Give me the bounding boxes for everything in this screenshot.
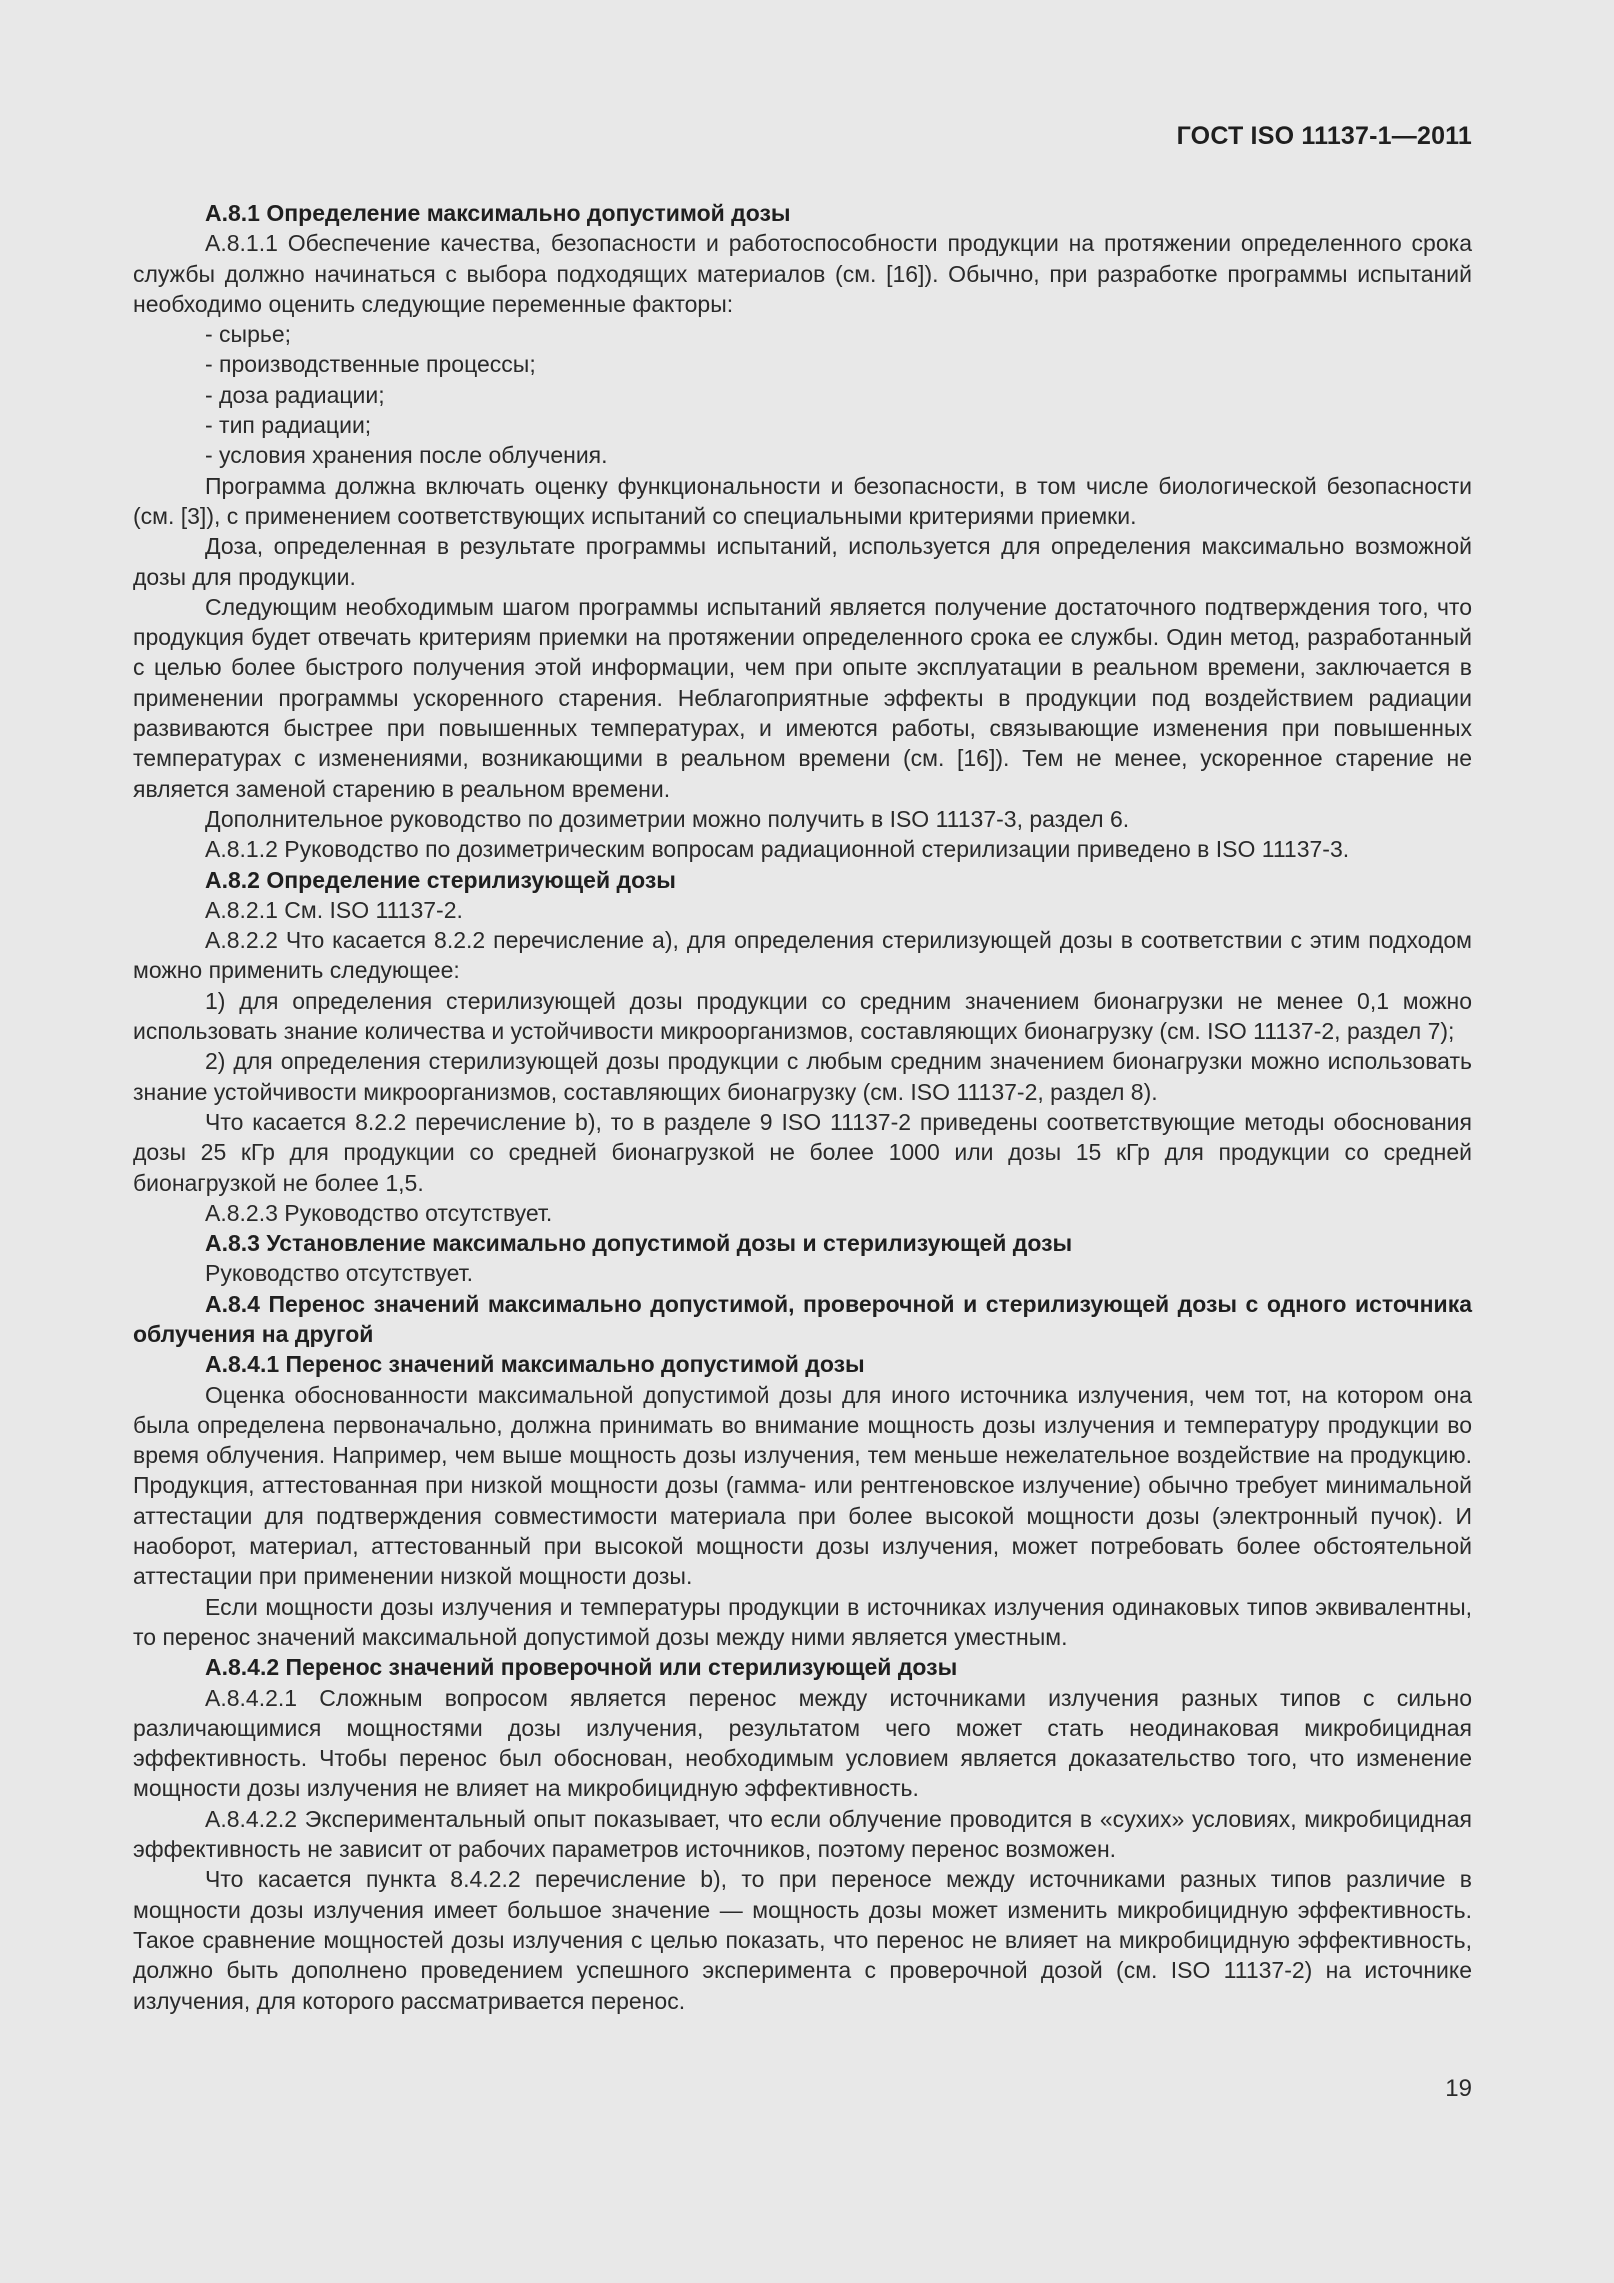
section-heading-a84: А.8.4 Перенос значений максимально допустимой, проверочной и стерилизующей дозы с одного источника облучения на другой: [133, 1290, 1472, 1347]
paragraph: Что касается пункта 8.4.2.2 перечисление b), то при переносе между источниками разных типов различие в мощности дозы излучения имеет большое значение — мощность дозы может изменить микробицидную эффективность. Такое сравнение мощностей дозы излучения с целью показать, что перенос не влияет на микробицидную эффективность, должно быть дополнено проведением успешного эксперимента с проверочной дозой (см. ISO 11137-2) на источнике излучения, для которого рассматривается перенос.: [133, 1866, 1472, 2014]
paragraph: Следующим необходимым шагом программы испытаний является получение достаточного подтверждения того, что продукция будет отвечать критериям приемки на протяжении определенного срока ее службы. Один метод, разработанный с целью более быстрого получения этой информации, чем при опыте эксплуатации в реальном времени, заключается в применении программы ускоренного старения. Неблагоприятные эффекты в продукции под воздействием радиации развиваются быстрее при повышенных температурах, и имеются работы, связывающие изменения при повышенных температурах с изменениями, возникающими в реальном времени (см. [16]). Тем не менее, ускоренное старение не является заменой старению в реальном времени.: [133, 593, 1472, 802]
document-body: [133, 198, 1472, 2016]
list-item: - условия хранения после облучения.: [205, 442, 608, 469]
paragraph: А.8.2.1 См. ISO 11137-2.: [205, 896, 463, 923]
paragraph: Если мощности дозы излучения и температуры продукции в источниках излучения одинаковых типов эквивалентны, то перенос значений максимальной допустимой дозы между ними является уместным.: [133, 1593, 1472, 1650]
paragraph: А.8.1.2 Руководство по дозиметрическим вопросам радиационной стерилизации приведено в ISO 11137-3.: [205, 836, 1350, 863]
section-heading-a82: А.8.2 Определение стерилизующей дозы: [205, 866, 676, 893]
section-heading-a81: А.8.1 Определение максимально допустимой дозы: [205, 200, 791, 226]
paragraph: А.8.2.2 Что касается 8.2.2 перечисление a), для определения стерилизующей дозы в соответствии с этим подходом можно применить следующее:: [133, 927, 1472, 984]
paragraph: Дополнительное руководство по дозиметрии можно получить в ISO 11137-3, раздел 6.: [205, 805, 1130, 832]
paragraph: А.8.4.2.1 Сложным вопросом является перенос между источниками излучения разных типов с сильно различающимися мощностями дозы излучения, результатом чего может стать неодинаковая микробицидная эффективность. Чтобы перенос был обоснован, необходимым условием является доказательство того, что изменение мощности дозы излучения не влияет на микробицидную эффективность.: [133, 1684, 1472, 1802]
paragraph: А.8.1.1 Обеспечение качества, безопасности и работоспособности продукции на протяжении определенного срока службы должно начинаться с выбора подходящих материалов (см. [16]). Обычно, при разработке программы испытаний необходимо оценить следующие переменные факторы:: [133, 230, 1472, 317]
list-item: - производственные процессы;: [205, 351, 536, 378]
list-item: - сырье;: [205, 321, 292, 348]
paragraph: А.8.2.3 Руководство отсутствует.: [205, 1199, 553, 1226]
subsection-heading-a842: А.8.4.2 Перенос значений проверочной или стерилизующей дозы: [205, 1654, 958, 1681]
paragraph: 2) для определения стерилизующей дозы продукции с любым средним значением бионагрузки можно использовать знание устойчивости микроорганизмов, составляющих бионагрузку (см. ISO 11137-2, раздел 8).: [133, 1048, 1472, 1105]
page-number: 19: [1445, 2075, 1472, 2102]
list-item: - тип радиации;: [205, 412, 372, 439]
paragraph: Оценка обоснованности максимальной допустимой дозы для иного источника излучения, чем тот, на котором она была определена первоначально, должна принимать во внимание мощность дозы излучения и температуру продукции во время облучения. Например, чем выше мощность дозы излучения, тем меньше нежелательное воздействие на продукцию. Продукция, аттестованная при низкой мощности дозы (гамма- или рентгеновское излучение) обычно требует минимальной аттестации для подтверждения совместимости материала при более высокой мощности дозы (электронный пучок). И наоборот, материал, аттестованный при высокой мощности дозы излучения, может потребовать более обстоятельной аттестации при применении низкой мощности дозы.: [133, 1381, 1472, 1590]
paragraph: Программа должна включать оценку функциональности и безопасности, в том числе биологической безопасности (см. [3]), с применением соответствующих испытаний со специальными критериями приемки.: [133, 472, 1472, 529]
subsection-heading-a841: А.8.4.1 Перенос значений максимально допустимой дозы: [205, 1351, 865, 1378]
paragraph: А.8.4.2.2 Экспериментальный опыт показывает, что если облучение проводится в «сухих» условиях, микробицидная эффективность не зависит от рабочих параметров источников, поэтому перенос возможен.: [133, 1805, 1472, 1863]
section-heading-a83: А.8.3 Установление максимально допустимой дозы и стерилизующей дозы: [205, 1230, 1073, 1257]
list-item: - доза радиации;: [205, 381, 385, 408]
paragraph: Руководство отсутствует.: [205, 1260, 474, 1287]
paragraph: Доза, определенная в результате программы испытаний, используется для определения максимально возможной дозы для продукции.: [133, 533, 1472, 590]
document-code-header: ГОСТ ISO 11137-1—2011: [1176, 122, 1472, 150]
paragraph: 1) для определения стерилизующей дозы продукции со средним значением бионагрузки не менее 0,1 можно использовать знание количества и устойчивости микроорганизмов, составляющих бионагрузку (см. ISO 11137-2, раздел 7);: [133, 987, 1472, 1045]
paragraph: Что касается 8.2.2 перечисление b), то в разделе 9 ISO 11137-2 приведены соответствующие методы обоснования дозы 25 кГр для продукции со средней бионагрузкой не более 1000 или дозы 15 кГр для продукции со средней бионагрузкой не более 1,5.: [133, 1108, 1472, 1196]
